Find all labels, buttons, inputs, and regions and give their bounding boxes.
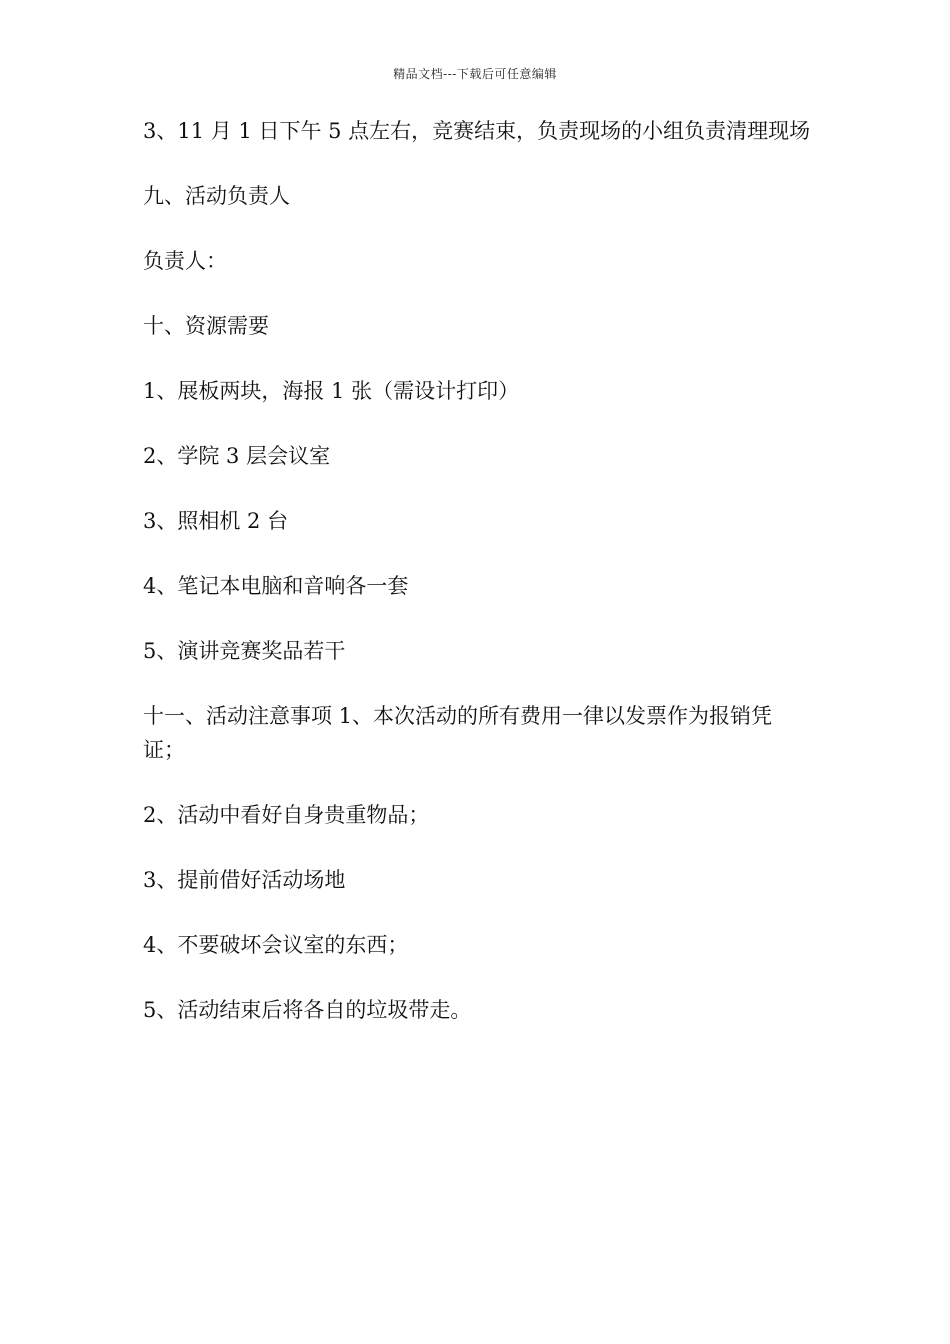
paragraph-competition-end: 3、11 月 1 日下午 5 点左右，竞赛结束，负责现场的小组负责清理现场 (143, 119, 811, 143)
list-item-resource-1: 1、展板两块，海报 1 张（需设计打印） (143, 379, 520, 403)
list-item-resource-4: 4、笔记本电脑和音响各一套 (143, 574, 409, 598)
section-heading-resources: 十、资源需要 (143, 314, 269, 338)
list-item-note-4: 4、不要破坏会议室的东西； (143, 933, 409, 957)
list-item-resource-3: 3、照相机 2 台 (143, 509, 289, 533)
list-item-note-2: 2、活动中看好自身贵重物品； (143, 803, 430, 827)
section-heading-notes: 十一、活动注意事项 1、本次活动的所有费用一律以发票作为报销凭证； (143, 704, 773, 762)
list-item-resource-5: 5、演讲竞赛奖品若干 (143, 639, 346, 663)
page-header: 精品文档---下载后可任意编辑 (393, 67, 557, 81)
document-body (143, 114, 813, 1058)
section-heading-person-in-charge: 九、活动负责人 (143, 184, 290, 208)
paragraph-person-in-charge: 负责人： (143, 249, 227, 273)
list-item-note-5: 5、活动结束后将各自的垃圾带走。 (143, 998, 472, 1022)
list-item-note-3: 3、提前借好活动场地 (143, 868, 346, 892)
list-item-resource-2: 2、学院 3 层会议室 (143, 444, 331, 468)
